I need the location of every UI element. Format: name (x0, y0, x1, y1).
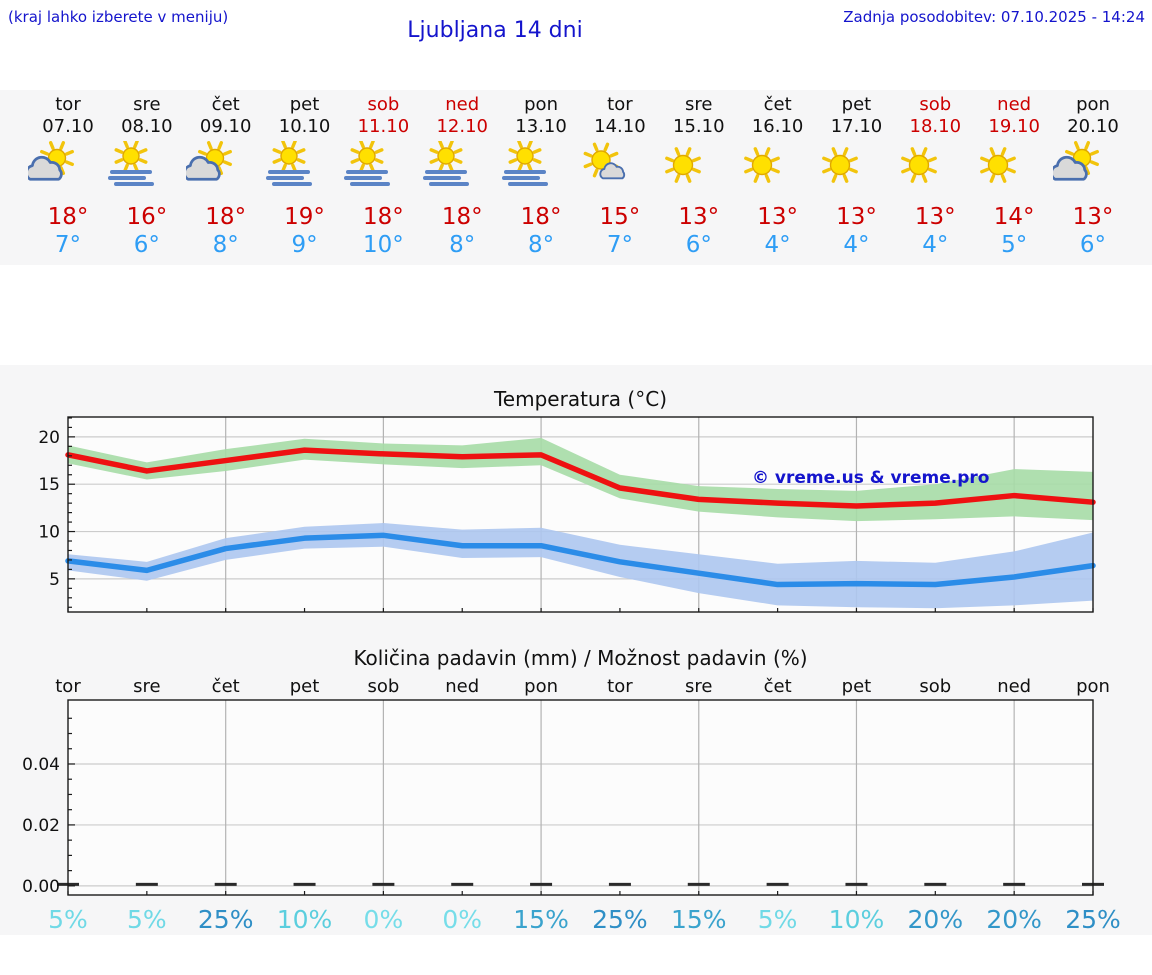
sun-fog-icon (265, 141, 313, 189)
precip-probability: 5% (127, 905, 167, 934)
weather-icon-holder (28, 141, 108, 191)
sun-cloud-icon (28, 141, 76, 189)
precip-day-label: sre (133, 676, 161, 697)
precip-day-label: čet (763, 676, 792, 697)
low-temperature: 6° (685, 232, 712, 258)
day-column (343, 90, 423, 265)
precip-day-label: sre (685, 676, 713, 697)
day-date: 11.10 (357, 116, 410, 137)
weather-icon-holder (659, 141, 739, 191)
weather-icon-holder (1053, 141, 1133, 191)
low-temperature: 4° (922, 232, 949, 258)
svg-text:0.02: 0.02 (22, 815, 60, 836)
precip-bar (530, 883, 552, 886)
plot-area (68, 700, 1093, 895)
day-name: tor (607, 94, 633, 115)
day-name: ned (997, 94, 1032, 115)
day-date: 13.10 (515, 116, 567, 137)
weather-icon-holder (895, 141, 975, 191)
high-temperature: 14° (993, 204, 1035, 230)
day-column (422, 90, 502, 265)
precip-probability: 5% (757, 905, 798, 934)
precip-probability: 10% (276, 905, 333, 934)
precip-bar (609, 883, 631, 886)
high-temperature: 13° (914, 204, 956, 230)
low-temperature: 8° (527, 232, 555, 258)
precip-probability: 10% (828, 905, 885, 934)
sunny-icon (974, 141, 1022, 189)
weather-icon-holder (501, 141, 581, 191)
precip-probability: 0% (363, 905, 404, 934)
day-column (738, 90, 818, 265)
day-name: čet (211, 94, 240, 115)
precip-bar (924, 883, 946, 886)
low-temperature: 8° (212, 232, 239, 258)
weather-icon-holder (343, 141, 423, 191)
svg-text:15: 15 (38, 475, 60, 496)
weather-icon-holder (265, 141, 345, 191)
high-temperature: 16° (126, 204, 168, 230)
weather-icon-holder (107, 141, 187, 191)
day-date: 10.10 (278, 116, 331, 137)
sun-cloud-icon (186, 141, 234, 189)
day-date: 08.10 (121, 116, 173, 137)
day-date: 09.10 (199, 116, 252, 137)
low-temperature: 7° (606, 232, 633, 258)
day-column (28, 90, 108, 265)
high-temperature: 13° (1072, 204, 1114, 230)
low-temperature: 10° (362, 232, 404, 258)
day-date: 07.10 (42, 116, 94, 137)
precip-day-label: ned (997, 676, 1032, 697)
day-name: tor (55, 94, 81, 115)
low-temperature: 6° (133, 232, 160, 258)
svg-text:5: 5 (49, 569, 60, 590)
day-date: 14.10 (594, 116, 646, 137)
precip-bar (767, 883, 789, 886)
svg-text:0.04: 0.04 (22, 754, 60, 775)
forecast-day-strip (0, 90, 1152, 265)
precip-bar (372, 883, 394, 886)
day-name: pet (841, 94, 872, 115)
precip-probability: 0% (442, 905, 483, 934)
day-column (580, 90, 660, 265)
day-column (186, 90, 266, 265)
weather-icon-holder (580, 141, 660, 191)
day-date: 20.10 (1067, 116, 1119, 137)
precip-bar (845, 883, 867, 886)
precip-probability: 20% (907, 905, 964, 934)
high-temperature: 19° (284, 204, 325, 230)
low-temperature: 7° (54, 232, 82, 258)
day-column (974, 90, 1054, 265)
low-temperature: 9° (291, 232, 318, 258)
day-name: pon (1076, 94, 1110, 115)
day-column (107, 90, 187, 265)
sun-fog-icon (107, 141, 155, 189)
day-name: sre (133, 94, 161, 115)
sun-fog-icon (343, 141, 391, 189)
sunny-icon (816, 141, 864, 189)
day-date: 18.10 (909, 116, 962, 137)
precip-day-label: pon (1076, 676, 1110, 697)
high-temperature: 18° (362, 204, 404, 230)
sun-fog-icon (501, 141, 549, 189)
high-temperature: 13° (836, 204, 877, 230)
precip-day-label: tor (607, 676, 633, 697)
temperature-chart (0, 365, 1152, 640)
last-updated-label: Zadnja posodobitev: 07.10.2025 - 14:24 (843, 8, 1145, 26)
precip-day-label: pet (841, 676, 872, 697)
day-name: ned (445, 94, 480, 115)
high-temperature: 18° (520, 204, 562, 230)
precip-day-label: pon (524, 676, 559, 697)
page-title: Ljubljana 14 dni (407, 18, 583, 43)
precip-bar (451, 883, 473, 886)
weather-icon-holder (738, 141, 818, 191)
precip-day-label: čet (211, 676, 240, 697)
temperature-chart-title: Temperatura (°C) (493, 387, 667, 411)
day-date: 12.10 (436, 116, 488, 137)
day-column (659, 90, 739, 265)
high-temperature: 13° (678, 204, 720, 230)
precip-probability: 25% (197, 905, 254, 934)
location-hint-note: (kraj lahko izberete v meniju) (8, 8, 229, 26)
sun-small-cloud-icon (580, 141, 628, 189)
sun-cloud-icon (1053, 141, 1101, 189)
precip-probability: 25% (592, 905, 648, 934)
precipitation-chart-title: Količina padavin (mm) / Možnost padavin (%) (353, 646, 808, 670)
precip-bar (294, 883, 316, 886)
day-name: čet (763, 94, 792, 115)
low-temperature: 4° (843, 232, 870, 258)
day-column (895, 90, 975, 265)
day-name: pon (524, 94, 558, 115)
watermark-link[interactable]: © vreme.us & vreme.pro (752, 468, 990, 488)
low-temperature: 5° (1001, 232, 1028, 258)
high-temperature: 18° (205, 204, 247, 230)
precip-day-label: sob (367, 676, 400, 697)
precip-probability: 25% (1065, 905, 1121, 934)
precip-bar (215, 883, 237, 886)
precip-day-label: ned (445, 676, 480, 697)
low-temperature: 8° (449, 232, 476, 258)
high-temperature: 18° (47, 204, 89, 230)
day-name: sob (367, 94, 400, 115)
precip-probability: 20% (986, 905, 1042, 934)
precip-bar (688, 883, 710, 886)
high-temperature: 13° (757, 204, 798, 230)
precip-probability: 15% (670, 905, 727, 934)
sunny-icon (659, 141, 707, 189)
weather-icon-holder (816, 141, 896, 191)
day-name: sre (685, 94, 713, 115)
sun-fog-icon (422, 141, 470, 189)
day-date: 17.10 (830, 116, 883, 137)
svg-text:10: 10 (38, 522, 60, 543)
precip-bar (136, 883, 158, 886)
precip-day-label: sob (919, 676, 952, 697)
high-temperature: 15° (599, 204, 641, 230)
sunny-icon (895, 141, 943, 189)
precip-probability: 5% (48, 905, 88, 934)
svg-text:0.00: 0.00 (22, 876, 60, 897)
day-date: 15.10 (673, 116, 725, 137)
precip-probability: 15% (513, 905, 569, 934)
day-column (501, 90, 581, 265)
svg-text:20: 20 (38, 427, 60, 448)
day-column (1053, 90, 1133, 265)
sunny-icon (738, 141, 786, 189)
precip-day-label: pet (289, 676, 320, 697)
weather-icon-holder (186, 141, 266, 191)
precipitation-chart (0, 650, 1152, 940)
low-temperature: 6° (1079, 232, 1107, 258)
precip-day-label: tor (55, 676, 81, 697)
day-date: 16.10 (751, 116, 804, 137)
low-temperature: 4° (764, 232, 791, 258)
day-column (265, 90, 345, 265)
precip-bar (1003, 883, 1025, 886)
day-date: 19.10 (988, 116, 1040, 137)
day-name: pet (289, 94, 320, 115)
weather-icon-holder (422, 141, 502, 191)
high-temperature: 18° (441, 204, 483, 230)
day-column (816, 90, 896, 265)
weather-icon-holder (974, 141, 1054, 191)
day-name: sob (919, 94, 952, 115)
